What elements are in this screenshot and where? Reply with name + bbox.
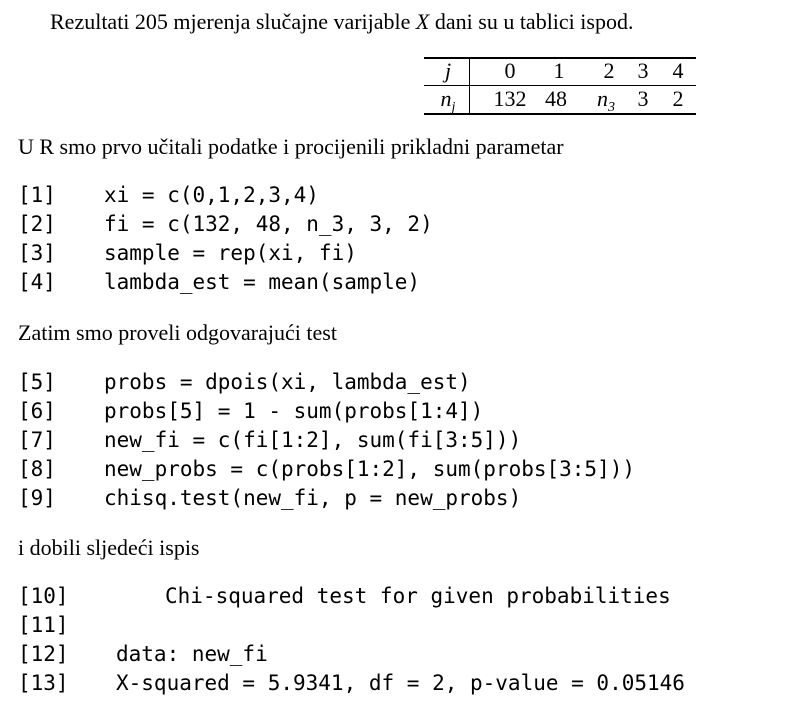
table-row1-header: j [444, 58, 452, 83]
table-cell-j-0: 0 [504, 58, 516, 83]
code-line [18, 210, 798, 239]
line-number: [8] [18, 457, 56, 481]
code-text: new_probs = c(probs[1:2], sum(probs[3:5])) [104, 457, 636, 481]
code-text: sample = rep(xi, fi) [104, 241, 357, 265]
output-block [18, 582, 685, 727]
paragraph-run-test: Zatim smo proveli odgovarajući test [18, 320, 337, 345]
output-line [18, 582, 798, 611]
intro-text-after: dani su u tablici ispod. [429, 9, 634, 34]
output-text: data: new_fi [116, 642, 268, 666]
line-number: [12] [18, 642, 69, 666]
table-row2-header: $n_j$ [440, 86, 456, 115]
line-number: [5] [18, 370, 56, 394]
paragraph-load-data: U R smo prvo učitali podatke i procijenili prikladni parametar [18, 134, 564, 159]
table-cell-j-3: 3 [637, 58, 649, 83]
table-cell-n-1: 48 [545, 86, 567, 111]
code-text: fi = c(132, 48, n_3, 3, 2) [104, 212, 433, 236]
output-text: Chi-squared test for given probabilities [165, 584, 671, 608]
intro-text-before: Rezultati 205 mjerenja slučajne varijable [50, 9, 416, 34]
code-line [18, 484, 798, 513]
line-number: [10] [18, 584, 69, 608]
line-number: [6] [18, 399, 56, 423]
intro-sentence [50, 9, 633, 35]
code-line [18, 397, 798, 426]
line-number: [1] [18, 183, 56, 207]
table-cell-n-3: 3 [637, 86, 649, 111]
output-line [18, 640, 798, 669]
output-text: X-squared = 5.9341, df = 2, p-value = 0.05146 [116, 671, 685, 695]
code-block-1 [18, 181, 433, 326]
line-number: [2] [18, 212, 56, 236]
line-number: [11] [18, 613, 69, 637]
code-text: probs = dpois(xi, lambda_est) [104, 370, 471, 394]
code-text: xi = c(0,1,2,3,4) [104, 183, 319, 207]
output-line [18, 669, 798, 698]
code-line [18, 455, 798, 484]
code-line [18, 239, 798, 268]
code-line [18, 368, 798, 397]
table-cell-j-1: 1 [553, 58, 565, 83]
code-line [18, 426, 798, 455]
table-cell-n-4: 2 [672, 86, 684, 111]
code-line [18, 181, 798, 210]
line-number: [9] [18, 486, 56, 510]
code-line [18, 268, 798, 297]
line-number: [4] [18, 270, 56, 294]
code-text: probs[5] = 1 - sum(probs[1:4]) [104, 399, 484, 423]
table-vertical-rule [469, 57, 470, 113]
table-cell-n-0: 132 [493, 86, 527, 111]
paragraph-output-intro: i dobili sljedeći ispis [18, 535, 200, 560]
output-line [18, 611, 798, 640]
table-cell-n-2: $n_3$ [597, 86, 615, 115]
table-cell-j-4: 4 [672, 58, 684, 83]
line-number: [7] [18, 428, 56, 452]
table-cell-j-2: 2 [603, 58, 615, 83]
line-number: [13] [18, 671, 69, 695]
line-number: [3] [18, 241, 56, 265]
code-text: lambda_est = mean(sample) [104, 270, 421, 294]
intro-variable: X [415, 9, 430, 34]
code-block-2 [18, 368, 636, 542]
code-text: chisq.test(new_fi, p = new_probs) [104, 486, 522, 510]
code-text: new_fi = c(fi[1:2], sum(fi[3:5])) [104, 428, 522, 452]
